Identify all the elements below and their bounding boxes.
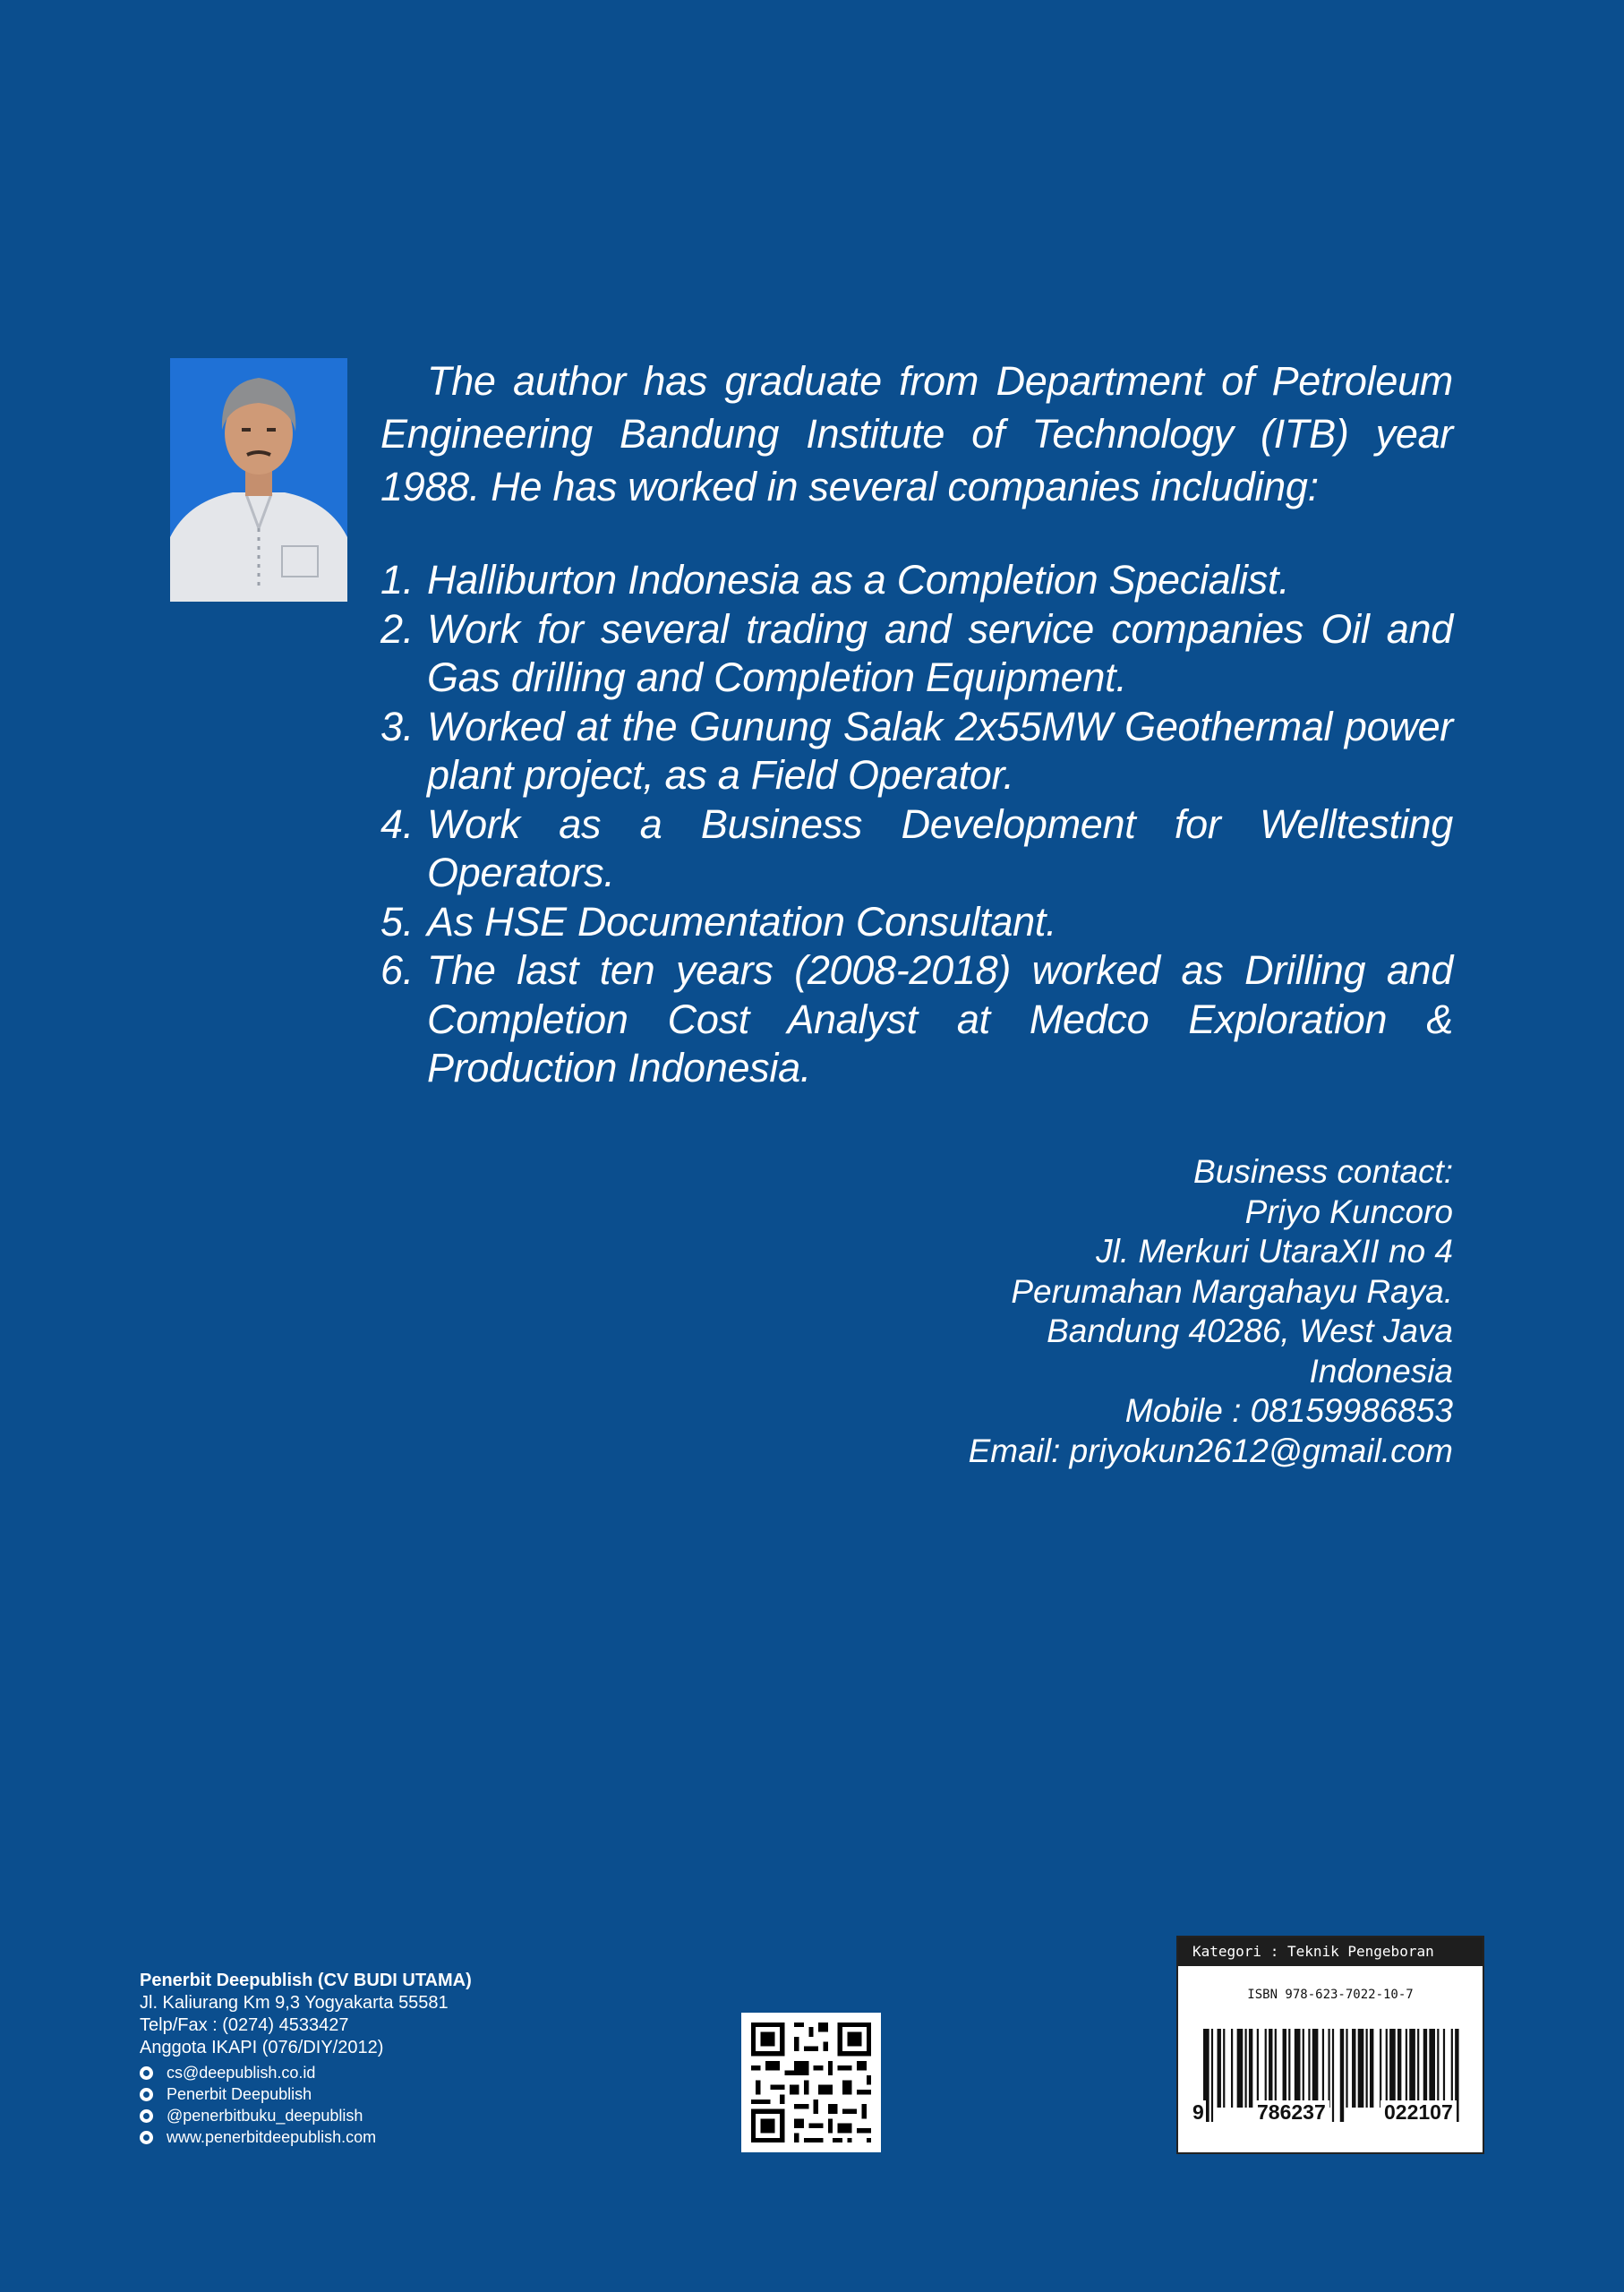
barcode-bar	[1295, 2029, 1301, 2108]
barcode-bar	[1312, 2029, 1319, 2108]
barcode-digit-group1: 786237	[1253, 2100, 1329, 2125]
publisher-link-text: www.penerbitdeepublish.com	[167, 2128, 377, 2146]
career-item-text: Halliburton Indonesia as a Completion Specialist.	[427, 557, 1290, 603]
barcode-bar	[1340, 2029, 1344, 2122]
author-bio	[380, 355, 1453, 1093]
business-contact	[737, 1152, 1453, 1471]
barcode-bar	[1429, 2029, 1435, 2108]
barcode-bar	[1380, 2029, 1381, 2108]
career-item-text: Worked at the Gunung Salak 2x55MW Geothermal power plant project, as a Field Operator.	[427, 703, 1453, 798]
instagram-icon	[140, 2109, 153, 2123]
barcode-bar	[1328, 2029, 1329, 2108]
career-item-text: As HSE Documentation Consultant.	[427, 898, 1057, 945]
contact-address-line3: Bandung 40286, West Java	[1047, 1313, 1453, 1349]
barcode-bar	[1257, 2029, 1259, 2108]
barcode-bar	[1366, 2029, 1368, 2108]
barcode-digit-group2: 022107	[1380, 2100, 1457, 2125]
career-item-number: 2.	[380, 605, 414, 652]
barcode-bar	[1406, 2029, 1407, 2108]
publisher-name: Penerbit Deepublish (CV BUDI UTAMA)	[140, 1971, 472, 1990]
facebook-icon	[140, 2088, 153, 2101]
publisher-ikapi: Anggota IKAPI (076/DIY/2012)	[140, 2038, 384, 2057]
career-item	[380, 800, 1453, 898]
barcode-bar	[1249, 2029, 1252, 2108]
publisher-link-text: Penerbit Deepublish	[167, 2085, 312, 2103]
contact-address-line1: Jl. Merkuri UtaraXII no 4	[1096, 1233, 1453, 1270]
barcode-bar	[1265, 2029, 1267, 2108]
contact-country: Indonesia	[1309, 1352, 1453, 1390]
career-item-number: 3.	[380, 703, 414, 749]
publisher-email-link	[140, 2062, 605, 2083]
barcode-bar	[1358, 2029, 1364, 2108]
barcode-bar	[1275, 2029, 1277, 2108]
career-list	[380, 556, 1453, 1093]
publisher-address: Jl. Kaliurang Km 9,3 Yogyakarta 55581	[140, 1993, 449, 2013]
barcode-bar	[1437, 2029, 1439, 2108]
barcode-bar	[1346, 2029, 1347, 2108]
book-category: Kategori : Teknik Pengeboran	[1178, 1937, 1483, 1966]
bio-intro: The author has graduate from Department of Petroleum Engineering Bandung Institute of Technology (ITB) year 1988. He has worked in several companies including:	[380, 358, 1453, 509]
barcode-bar	[1332, 2029, 1334, 2122]
email-icon	[140, 2066, 153, 2080]
career-item	[380, 605, 1453, 703]
isbn-barcode-box	[1176, 1936, 1484, 2154]
barcode-bar	[1409, 2029, 1415, 2108]
career-item-number: 5.	[380, 898, 414, 945]
barcode-bar	[1389, 2029, 1396, 2108]
publisher-web-link	[140, 2126, 605, 2148]
career-item-number: 1.	[380, 557, 414, 603]
career-item	[380, 703, 1453, 800]
contact-email: Email: priyokun2612@gmail.com	[968, 1432, 1453, 1469]
isbn-number: ISBN 978-623-7022-10-7	[1247, 1988, 1414, 2002]
barcode-bar	[1423, 2029, 1427, 2108]
barcode-bar	[1217, 2029, 1220, 2108]
barcode-bar	[1283, 2029, 1286, 2108]
publisher-instagram-link	[140, 2105, 605, 2126]
barcode-bar	[1308, 2029, 1310, 2108]
barcode-bar	[1231, 2029, 1233, 2108]
publisher-facebook-link	[140, 2083, 605, 2105]
barcode-digit-lead: 9	[1192, 2100, 1204, 2124]
contact-heading: Business contact:	[1193, 1153, 1453, 1190]
barcode-bar	[1443, 2029, 1445, 2108]
contact-address-line2: Perumahan Margahayu Raya.	[1011, 1272, 1453, 1310]
career-item-text: Work as a Business Development for Welltesting Operators.	[427, 800, 1453, 895]
author-photo	[170, 358, 347, 602]
barcode-bar	[1269, 2029, 1272, 2108]
career-item	[380, 898, 1453, 947]
publisher-link-text: @penerbitbuku_deepublish	[167, 2107, 363, 2125]
contact-mobile: Mobile : 08159986853	[1124, 1392, 1453, 1429]
barcode-bar	[1223, 2029, 1225, 2108]
barcode-bar	[1352, 2029, 1355, 2108]
publisher-links	[140, 2062, 605, 2148]
barcode-bar	[1237, 2029, 1244, 2108]
qr-code	[741, 2013, 881, 2152]
career-item	[380, 556, 1453, 605]
career-item-number: 6.	[380, 947, 414, 993]
publisher-phone: Telp/Fax : (0274) 4533427	[140, 2015, 349, 2035]
barcode-bar	[1322, 2029, 1324, 2108]
web-icon	[140, 2131, 153, 2144]
career-item-number: 4.	[380, 800, 414, 847]
barcode-bar	[1417, 2029, 1419, 2108]
barcode-bar	[1244, 2029, 1246, 2108]
barcode-bar	[1397, 2029, 1401, 2108]
career-item-text: The last ten years (2008-2018) worked as Drilling and Completion Cost Analyst at Medco Exploration & Production Indonesia.	[427, 947, 1453, 1090]
barcode-bar	[1303, 2029, 1304, 2108]
barcode-bar	[1211, 2029, 1213, 2122]
barcode-bar	[1370, 2029, 1373, 2108]
barcode-bar	[1386, 2029, 1388, 2108]
barcode-bar	[1288, 2029, 1290, 2108]
career-item	[380, 946, 1453, 1093]
publisher-link-text: cs@deepublish.co.id	[167, 2064, 316, 2082]
contact-name: Priyo Kuncoro	[1244, 1193, 1453, 1230]
career-item-text: Work for several trading and service companies Oil and Gas drilling and Completion Equipment.	[427, 605, 1453, 700]
publisher-info	[140, 1970, 605, 2148]
